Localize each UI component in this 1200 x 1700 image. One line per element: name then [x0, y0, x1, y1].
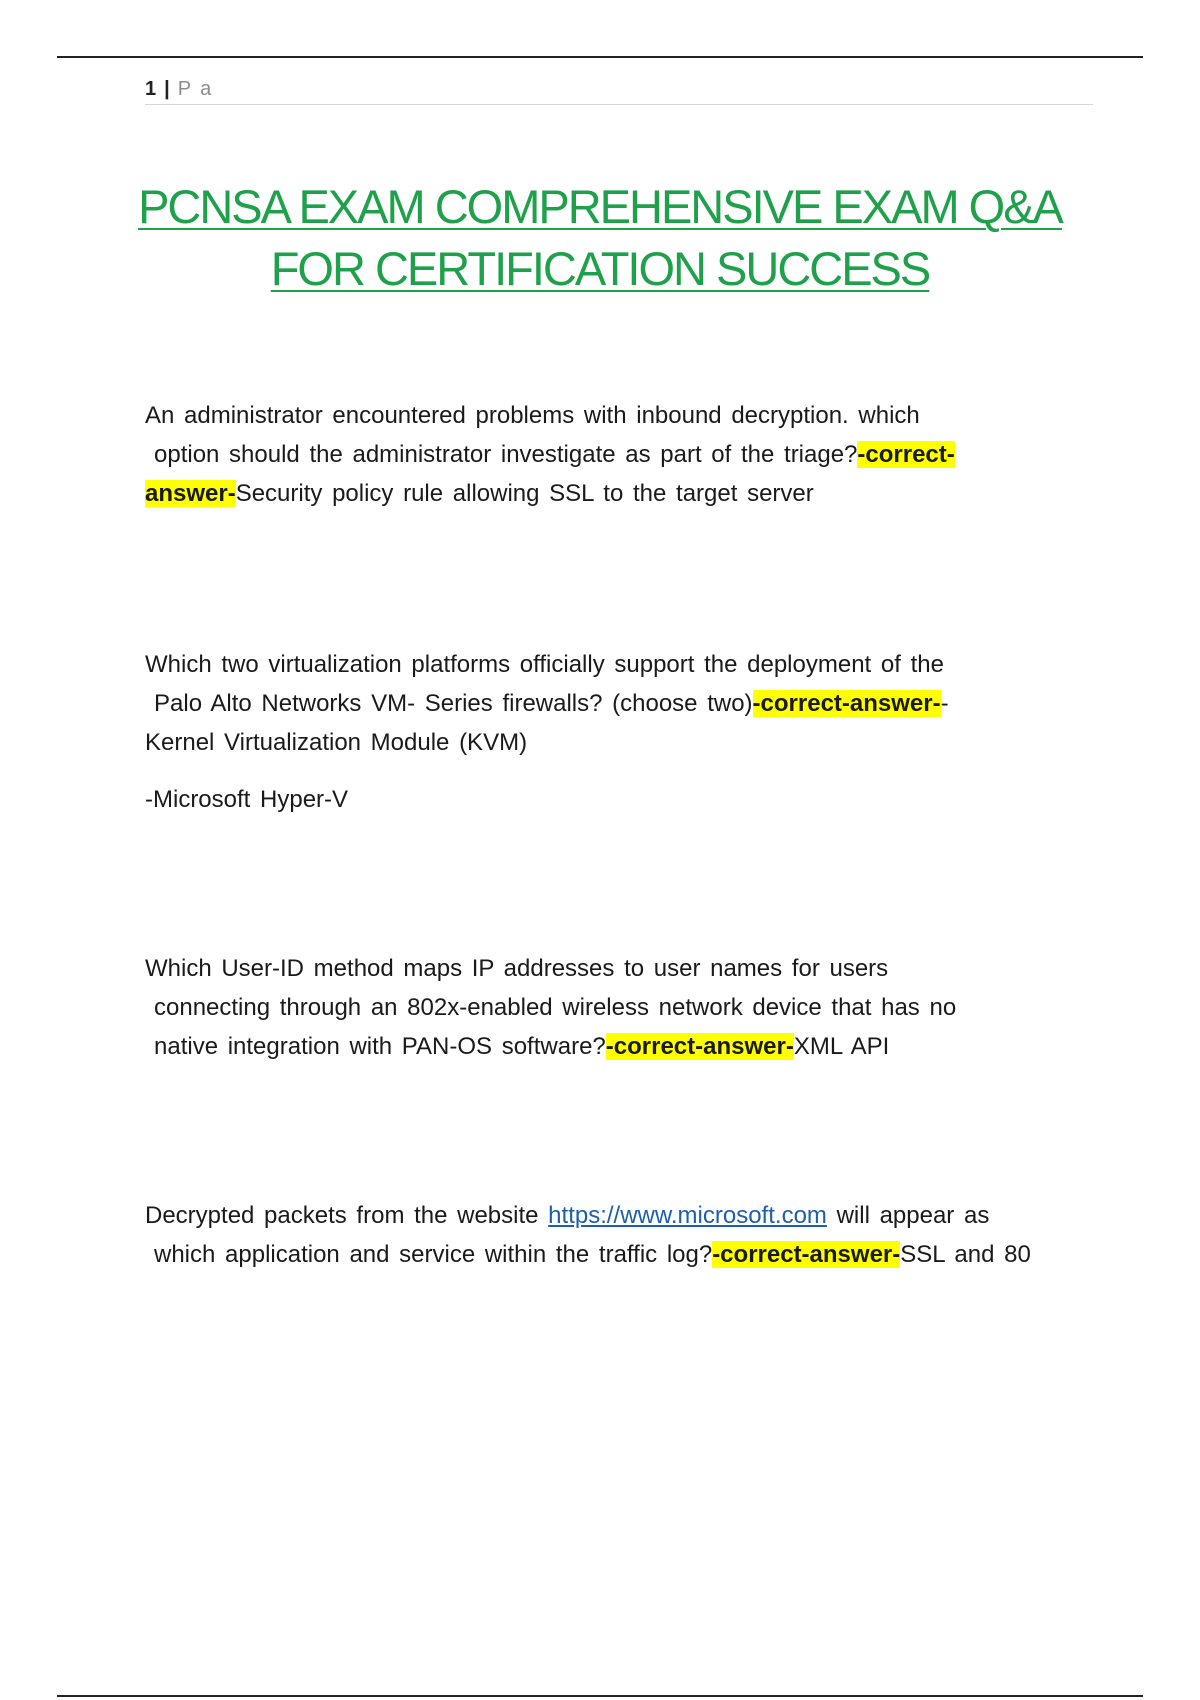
question-line: An administrator encountered problems with inbound decryption. which [145, 402, 920, 429]
question-block [145, 396, 1080, 513]
answer-text [145, 474, 1080, 513]
question-line: Which two virtualization platforms officially support the deployment of the [145, 651, 944, 678]
question-text [145, 1196, 1095, 1235]
question-text [145, 949, 1080, 988]
correct-answer-marker: -correct-answer- [712, 1241, 901, 1268]
correct-answer-marker: answer- [145, 480, 236, 507]
page-top-rule [57, 56, 1143, 58]
answer-text [145, 780, 1080, 819]
question-text [145, 1027, 1080, 1066]
page-word: Pa [177, 78, 221, 100]
answer-value: Security policy rule allowing SSL to the target server [235, 480, 814, 507]
answer-text [145, 723, 1080, 762]
question-line: option should the administrator investigate as part of the triage? [154, 441, 858, 468]
answer-value: XML API [793, 1033, 890, 1060]
question-line: Which User-ID method maps IP addresses to user names for users [145, 955, 889, 982]
correct-answer-marker: -correct- [857, 441, 955, 468]
answer-value: -Microsoft Hyper-V [145, 786, 349, 813]
question-text [145, 684, 1080, 723]
question-text [145, 435, 1080, 474]
question-line: Decrypted packets from the website [145, 1202, 549, 1229]
question-line: which application and service within the traffic log? [154, 1241, 713, 1268]
question-text [145, 645, 1080, 684]
page-bottom-rule [57, 1695, 1143, 1697]
question-line: Palo Alto Networks VM- Series firewalls? (choose two) [154, 690, 753, 717]
answer-dash: - [940, 690, 949, 717]
answer-value: SSL and 80 [900, 1241, 1031, 1268]
question-block [145, 1196, 1095, 1274]
correct-answer-marker: -correct-answer- [752, 690, 941, 717]
title-line-1: PCNSA EXAM COMPREHENSIVE EXAM Q&A [138, 180, 1062, 233]
page-header [145, 76, 1093, 105]
title-line-2: FOR CERTIFICATION SUCCESS [270, 242, 930, 295]
question-line: native integration with PAN-OS software? [154, 1033, 606, 1060]
question-line: will appear as [826, 1202, 990, 1229]
correct-answer-marker: -correct-answer- [605, 1033, 794, 1060]
website-link[interactable]: https://www.microsoft.com [548, 1202, 827, 1229]
document-title [100, 176, 1100, 300]
page-number: 1 [145, 78, 157, 100]
answer-value: Kernel Virtualization Module (KVM) [145, 729, 528, 756]
question-block [145, 645, 1080, 819]
header-separator: | [164, 78, 170, 100]
question-text [145, 1235, 1095, 1274]
question-block [145, 949, 1080, 1066]
question-text [145, 396, 1080, 435]
question-text [145, 988, 1080, 1027]
question-line: connecting through an 802x-enabled wireless network device that has no [154, 994, 957, 1021]
